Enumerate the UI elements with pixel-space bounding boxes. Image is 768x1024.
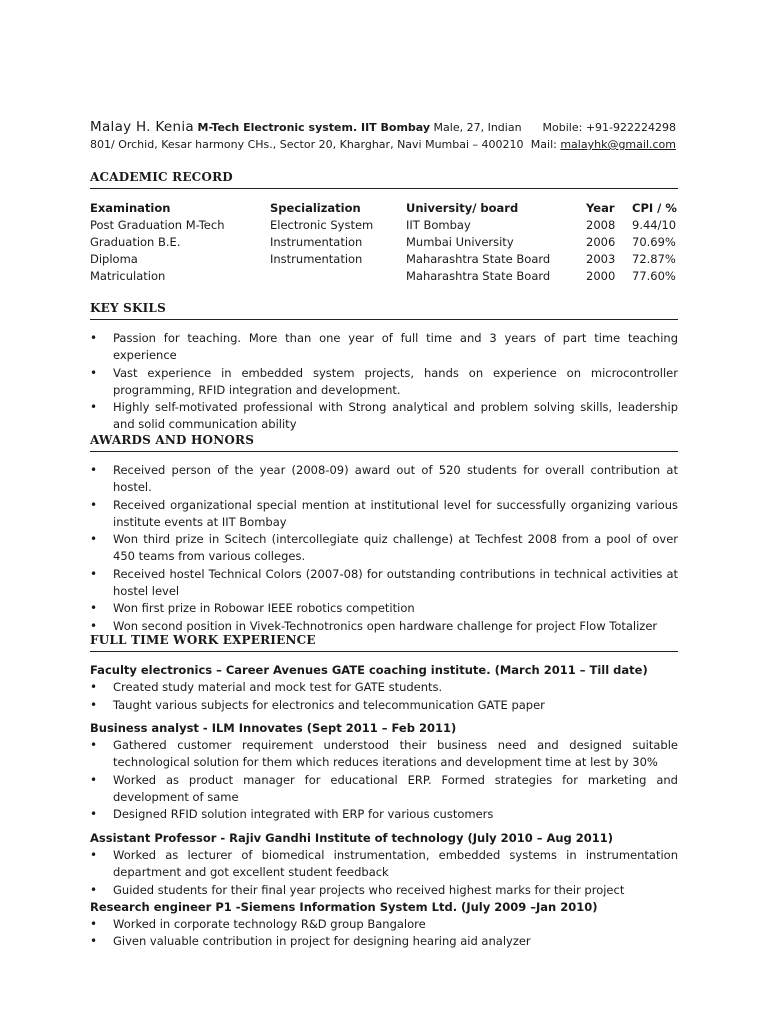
list-item: • Designed RFID solution integrated with ERP for various customers bbox=[90, 806, 678, 823]
table-row bbox=[90, 250, 678, 267]
job-heading: Assistant Professor - Rajiv Gandhi Institute of technology (July 2010 – Aug 2011) bbox=[90, 830, 614, 845]
candidate-name: Malay H. Kenia bbox=[90, 119, 194, 135]
job-duties-list bbox=[90, 916, 678, 951]
table-cell: 70.69% bbox=[632, 234, 676, 249]
table-cell: IIT Bombay bbox=[406, 217, 471, 232]
list-item: • Given valuable contribution in project for designing hearing aid analyzer bbox=[90, 933, 678, 950]
column-header: Specialization bbox=[270, 200, 361, 215]
list-item: • Received hostel Technical Colors (2007-08) for outstanding contributions in technical activities at hostel level bbox=[90, 566, 678, 601]
list-item: • Worked as product manager for educational ERP. Formed strategies for marketing and development of same bbox=[90, 772, 678, 807]
table-cell: Mumbai University bbox=[406, 234, 514, 249]
column-header: CPI / % bbox=[632, 200, 677, 215]
job-heading: Business analyst - ILM Innovates (Sept 2011 – Feb 2011) bbox=[90, 720, 457, 735]
list-item: • Guided students for their final year projects who received highest marks for their project bbox=[90, 882, 678, 899]
list-item: • Received person of the year (2008-09) award out of 520 students for overall contribution at hostel. bbox=[90, 462, 678, 497]
table-cell: 77.60% bbox=[632, 268, 676, 283]
table-row bbox=[90, 267, 678, 284]
column-header: Examination bbox=[90, 200, 171, 215]
list-item: • Won second position in Vivek-Technotronics open hardware challenge for project Flow Totalizer bbox=[90, 618, 678, 635]
awards-section bbox=[90, 433, 678, 635]
academic-table-header bbox=[90, 199, 678, 216]
section-title-awards: AWARDS AND HONORS bbox=[90, 433, 678, 452]
list-item: • Won third prize in Scitech (intercollegiate quiz challenge) at Techfest 2008 from a pool of over 450 teams from various colleges. bbox=[90, 531, 678, 566]
work-section bbox=[90, 633, 678, 951]
list-item: • Worked in corporate technology R&D group Bangalore bbox=[90, 916, 678, 933]
mail-label: Mail: bbox=[530, 138, 557, 151]
table-cell: 2006 bbox=[586, 234, 616, 249]
skills-list bbox=[90, 330, 678, 434]
table-cell: Electronic System bbox=[270, 217, 374, 232]
academic-table bbox=[90, 199, 678, 284]
table-cell: Post Graduation M-Tech bbox=[90, 217, 225, 232]
job-heading: Faculty electronics – Career Avenues GATE coaching institute. (March 2011 – Till date) bbox=[90, 663, 648, 677]
list-item: • Gathered customer requirement understood their business need and designed suitable technological solution for them which reduces iterations and development time at lest by 30% bbox=[90, 737, 678, 772]
table-row bbox=[90, 233, 678, 250]
list-item: • Created study material and mock test for GATE students. bbox=[90, 679, 678, 696]
candidate-degree: M-Tech Electronic system. IIT Bombay bbox=[197, 121, 431, 134]
address: 801/ Orchid, Kesar harmony CHs., Sector 20, Kharghar, Navi Mumbai – 400210 bbox=[90, 138, 524, 151]
list-item: • Highly self-motivated professional with Strong analytical and problem solving skills, leadership and solid communication ability bbox=[90, 399, 678, 434]
header-line-1 bbox=[90, 119, 676, 136]
table-cell bbox=[270, 267, 406, 284]
table-cell: Diploma bbox=[90, 251, 138, 266]
table-cell: Maharashtra State Board bbox=[406, 268, 551, 283]
list-item: • Received organizational special mention at institutional level for successfully organizing various institute events at IIT Bombay bbox=[90, 497, 678, 532]
column-header: University/ board bbox=[406, 200, 519, 215]
section-title-skills: KEY SKILS bbox=[90, 301, 678, 320]
list-item: • Taught various subjects for electronics and telecommunication GATE paper bbox=[90, 697, 678, 714]
list-item: • Vast experience in embedded system projects, hands on experience on microcontroller programming, RFID integration and development. bbox=[90, 365, 678, 400]
table-cell: 2008 bbox=[586, 217, 616, 232]
mobile-number: Mobile: +91-922224298 bbox=[542, 121, 676, 134]
job-duties-list bbox=[90, 679, 678, 714]
column-header: Year bbox=[586, 200, 615, 215]
list-item: • Passion for teaching. More than one year of full time and 3 years of part time teaching experience bbox=[90, 330, 678, 365]
candidate-details: Male, 27, Indian bbox=[433, 121, 522, 134]
table-row bbox=[90, 216, 678, 233]
job-heading: Research engineer P1 -Siemens Information System Ltd. (July 2009 –Jan 2010) bbox=[90, 899, 598, 914]
list-item: • Worked as lecturer of biomedical instrumentation, embedded systems in instrumentation department and got excellent student feedback bbox=[90, 847, 678, 882]
list-item: • Won first prize in Robowar IEEE robotics competition bbox=[90, 600, 678, 617]
table-cell: Matriculation bbox=[90, 268, 166, 283]
resume-header bbox=[90, 119, 676, 153]
academic-section bbox=[90, 170, 678, 284]
job-duties-list bbox=[90, 737, 678, 823]
header-line-2 bbox=[90, 136, 676, 153]
email-link[interactable]: malayhk@gmail.com bbox=[560, 138, 676, 151]
job-duties-list bbox=[90, 847, 678, 899]
section-title-academic: ACADEMIC RECORD bbox=[90, 170, 678, 189]
table-cell: 2000 bbox=[586, 268, 616, 283]
table-cell: 2003 bbox=[586, 251, 616, 266]
awards-list bbox=[90, 462, 678, 635]
table-cell: Maharashtra State Board bbox=[406, 251, 551, 266]
table-cell: 72.87% bbox=[632, 251, 676, 266]
section-title-work: FULL TIME WORK EXPERIENCE bbox=[90, 633, 678, 652]
table-cell: 9.44/10 bbox=[632, 217, 677, 232]
skills-section bbox=[90, 301, 678, 434]
table-cell: Instrumentation bbox=[270, 234, 363, 249]
table-cell: Instrumentation bbox=[270, 251, 363, 266]
table-cell: Graduation B.E. bbox=[90, 234, 181, 249]
